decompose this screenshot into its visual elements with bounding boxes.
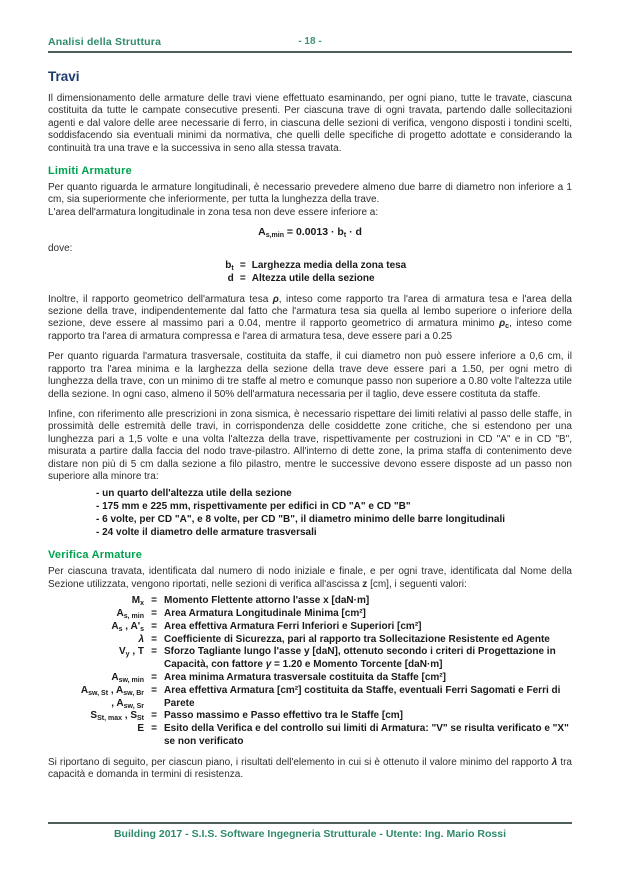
symbol-description: Esito della Verifica e del controllo sui limiti di Armatura: "V" se risulta verificato e "X" se non verificato xyxy=(164,723,569,747)
symbol-description: Sforzo Tagliante lungo l'asse y [daN], ottenuto secondo i criteri di Progettazione in Capacità, con fattore γ = 1.20 e Momento Torcente [daN·m] xyxy=(164,646,556,671)
paragraph-verifica-intro: Per ciascuna travata, identificata dal numero di nodo iniziale e finale, e per ogni trave, identificata dal Nome della Sezione utilizzata, vengono riportati, nelle sezioni di verifica all'ascissa z [cm], i seguenti valori: xyxy=(48,566,572,590)
equals-sign: = xyxy=(151,633,157,645)
equals-sign: = xyxy=(239,259,246,271)
symbol-label: $A_{sw, min}$ xyxy=(111,671,144,684)
definition-row xyxy=(48,608,572,621)
symbol-description: Area effettiva Armatura [cm²] costituita da Staffe, eventuali Ferri Sagomati e Ferri di Parete xyxy=(164,684,561,709)
definition-row xyxy=(214,272,407,286)
symbol-description: Area effettiva Armatura Ferri Inferiori e Superiori [cm²] xyxy=(164,620,422,632)
symbol-label: d xyxy=(227,273,234,285)
header-doc-title: Analisi della Struttura xyxy=(48,36,162,48)
paragraph-seismic: Infine, con riferimento alle prescrizioni in zona sismica, è necessario rispettare dei limiti relativi al passo delle staffe, in prossimità delle estremità delle travi, in corrispondenza delle cosiddette zone critiche, che si estendono per una lunghezza pari a 1,5 volte e una volta l'altezza della trave, rispettivamente per costruzioni in CD "A" e in CD "B", misurata a partire dalla faccia del nodo trave-pilastro. All'interno di dette zone, la prima staffa di contenimento deve distare non più di 5 cm dalla sezione a filo pilastro, mentre le successive devono essere disposte ad un passo non superiore alla minore tra: xyxy=(48,408,572,482)
symbols-definition-list xyxy=(48,595,572,749)
symbol-description: Coefficiente di Sicurezza, pari al rapporto tra Sollecitazione Resistente ed Agente xyxy=(164,633,550,645)
section-heading-verifica-armature: Verifica Armature xyxy=(48,549,143,562)
symbol-description: Momento Flettente attorno l'asse x [daN·m] xyxy=(164,595,370,607)
formula-symbol-definitions xyxy=(214,259,407,286)
paragraph-transverse: Per quanto riguarda l'armatura trasversale, costituita da staffe, il cui diametro non può essere inferiore a 0,6 cm, il rapporto tra l'area minima e la larghezza della sezione della trave deve essere pari a 1.50, per ogni metro di lunghezza della trave, con un minimo di tre staffe al metro e comunque passo non superiore a 0.80 volte l'altezza utile della sezione. In ogni caso, almeno il 50% dell'armatura necessaria per il taglio, deve essere costituta da staffe. xyxy=(48,351,572,400)
symbol-description: Altezza utile della sezione xyxy=(251,273,375,285)
equals-sign: = xyxy=(151,723,157,735)
page-footer xyxy=(48,822,572,840)
definition-row xyxy=(48,595,572,608)
paragraph-intro: Il dimensionamento delle armature delle travi viene effettuato esaminando, per ogni piano, tutte le travate, ciascuna costituita da tutte le campate consecutive presenti. Per ciascuna trave di ogni travata, partendo dalle sollecitazioni agenti e dal valore delle aree necessarie di ferro, in ciascuna delle sezioni di verifica, vengono disposti i tondini scelti, soddisfacendo sia eventuali minimi da normativa, che quelli delle specifiche di progetto adottate e considerando la continuità tra una trave e la successiva in seno alla stessa travata. xyxy=(48,93,572,154)
symbol-label: $A_s$ , $A'_s$ xyxy=(111,620,144,633)
chapter-title: Travi xyxy=(48,69,80,84)
paragraph-closing: Si riportano di seguito, per ciascun piano, i risultati dell'elemento in cui si è ottenuto il valore minimo del rapporto λ tra capacità e domanda in termini di resistenza. xyxy=(48,756,572,781)
list-item: - 6 volte, per CD "A", e 8 volte, per CD "B", il diametro minimo delle barre longitudinali xyxy=(96,514,506,526)
header-rule xyxy=(48,51,572,53)
footer-text: Building 2017 - S.I.S. Software Ingegneria Strutturale - Utente: Ing. Mario Rossi xyxy=(113,828,507,840)
equals-sign: = xyxy=(151,595,157,607)
list-item: - un quarto dell'altezza utile della sezione xyxy=(96,488,292,500)
symbol-label: $A_{sw, St}$ , $A_{sw, Br}$ , $A_{sw, Sr}$ xyxy=(80,684,144,710)
equals-sign: = xyxy=(151,684,157,696)
symbol-label: $A_{s, min}$ xyxy=(116,607,144,620)
symbol-label: $M_x$ xyxy=(131,595,144,608)
equals-sign: = xyxy=(151,710,157,722)
symbol-label: $S_{St, max}$ , $S_{St}$ xyxy=(90,710,144,723)
definition-row xyxy=(214,259,407,273)
formula-as-min: $A_{s,min} = 0.0013 \cdot b_t \cdot d$ xyxy=(258,226,362,240)
list-item: - 175 mm e 225 mm, rispettivamente per edifici in CD "A" e CD "B" xyxy=(96,501,411,513)
definition-row xyxy=(48,685,572,711)
symbol-label: $V_y$ , T xyxy=(118,646,144,659)
stirrup-spacing-limits-list xyxy=(96,487,572,539)
equals-sign: = xyxy=(151,607,157,619)
definition-row xyxy=(48,634,572,647)
symbol-description: Passo massimo e Passo effettivo tra le Staffe [cm] xyxy=(164,710,403,722)
page-number: - 18 - xyxy=(298,36,322,47)
symbol-description: Area minima Armatura trasversale costituita da Staffe [cm²] xyxy=(164,671,446,683)
symbol-description: Area Armatura Longitudinale Minima [cm²] xyxy=(164,607,366,619)
page-header xyxy=(48,36,572,49)
paragraph-geometric-ratio: Inoltre, il rapporto geometrico dell'armatura tesa ρ, inteso come rapporto tra l'area di armatura tesa e l'area della sezione della trave, indipendentemente dal fatto che l'armatura tesa sia quella al lembo superiore o inferiore della sezione, deve essere al massimo pari a 0.04, mentre il rapporto geometrico di armatura minimo $\rho_c$, inteso come rapporto tra l'area di armatura compressa e l'area di armatura tesa, deve essere pari a 0.25 xyxy=(48,293,572,342)
symbol-label: λ xyxy=(138,633,144,645)
label-dove: dove: xyxy=(48,243,73,255)
list-item: - 24 volte il diametro delle armature trasversali xyxy=(96,527,317,539)
symbol-description: Larghezza media della zona tesa xyxy=(251,259,407,271)
definition-row xyxy=(48,710,572,723)
definition-row xyxy=(48,723,572,749)
equals-sign: = xyxy=(151,646,157,658)
definition-row xyxy=(48,646,572,672)
equals-sign: = xyxy=(151,620,157,632)
symbol-label: E xyxy=(137,723,144,735)
section-heading-limiti-armature: Limiti Armature xyxy=(48,165,132,178)
page-content xyxy=(48,69,572,782)
equals-sign: = xyxy=(239,273,246,285)
symbol-label: $b_t$ xyxy=(225,259,234,272)
definition-row xyxy=(48,672,572,685)
definition-row xyxy=(48,621,572,634)
equals-sign: = xyxy=(151,671,157,683)
paragraph-longitudinal-min: Per quanto riguarda le armature longitudinali, è necessario prevedere almeno due barre di diametro non inferiore a 1 cm, sia superiormente che inferiormente, per tutta la lunghezza della trave. L'area dell'armatura longitudinale in zona tesa non deve essere inferiore a: xyxy=(48,182,572,218)
